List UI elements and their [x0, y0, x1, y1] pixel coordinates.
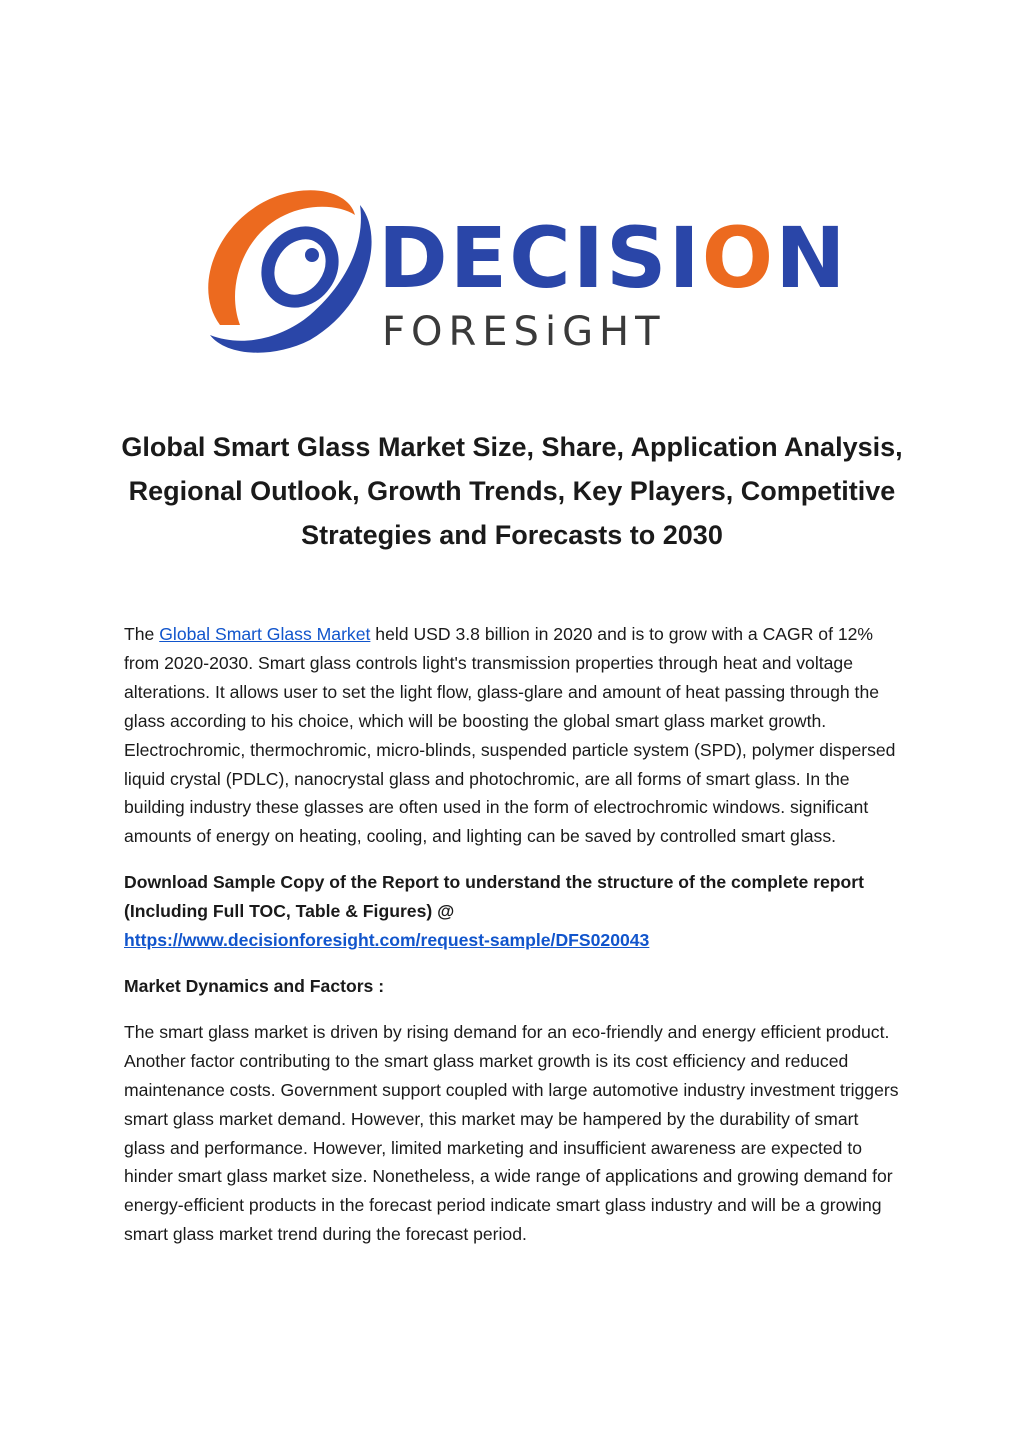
download-text: Download Sample Copy of the Report to understand the structure of the complete report (Including Full TOC, Table & Figures) @ [124, 872, 864, 922]
request-sample-link[interactable]: https://www.decisionforesight.com/request-sample/DFS020043 [124, 930, 650, 951]
document-body [124, 620, 904, 1266]
logo-graphic [200, 175, 848, 365]
intro-prefix: The [124, 624, 160, 644]
decision-foresight-logo [200, 175, 848, 365]
logo-dot [305, 248, 319, 262]
page-title: Global Smart Glass Market Size, Share, Application Analysis, Regional Outlook, Growth Trends, Key Players, Competitive Strategies and Forecasts to 2030 [121, 432, 903, 550]
logo-wordmark: DECISION [378, 209, 848, 307]
dynamics-heading: Market Dynamics and Factors : [124, 975, 385, 996]
intro-body: held USD 3.8 billion in 2020 and is to grow with a CAGR of 12% from 2020-2030. Smart glass controls light's transmission properties through heat and voltage alterations. It allows user to set the light flow, glass-glare and amount of heat passing through the glass according to his choice, which will be boosting the global smart glass market growth. Electrochromic, thermochromic, micro-blinds, suspended particle system (SPD), polymer dispersed liquid crystal (PDLC), nanocrystal glass and photochromic, are all forms of smart glass. In the building industry these glasses are often used in the form of electrochromic windows. significant amounts of energy on heating, cooling, and lighting can be saved by controlled smart glass. [124, 624, 896, 847]
download-paragraph [124, 868, 904, 955]
market-link[interactable]: Global Smart Glass Market [159, 624, 371, 644]
intro-paragraph [124, 620, 904, 851]
dynamics-paragraph: The smart glass market is driven by rising demand for an eco-friendly and energy efficient product. Another factor contributing to the smart glass market growth is its cost efficiency and reduced maintenance costs. Government support coupled with large automotive industry investment triggers smart glass market demand. However, this market may be hampered by the durability of smart glass and performance. However, limited marketing and insufficient awareness are expected to hinder smart glass market size. Nonetheless, a wide range of applications and growing demand for energy-efficient products in the forecast period indicate smart glass industry and will be a growing smart glass market trend during the forecast period. [124, 1021, 899, 1245]
logo-subword: FORESiGHT [382, 309, 666, 355]
